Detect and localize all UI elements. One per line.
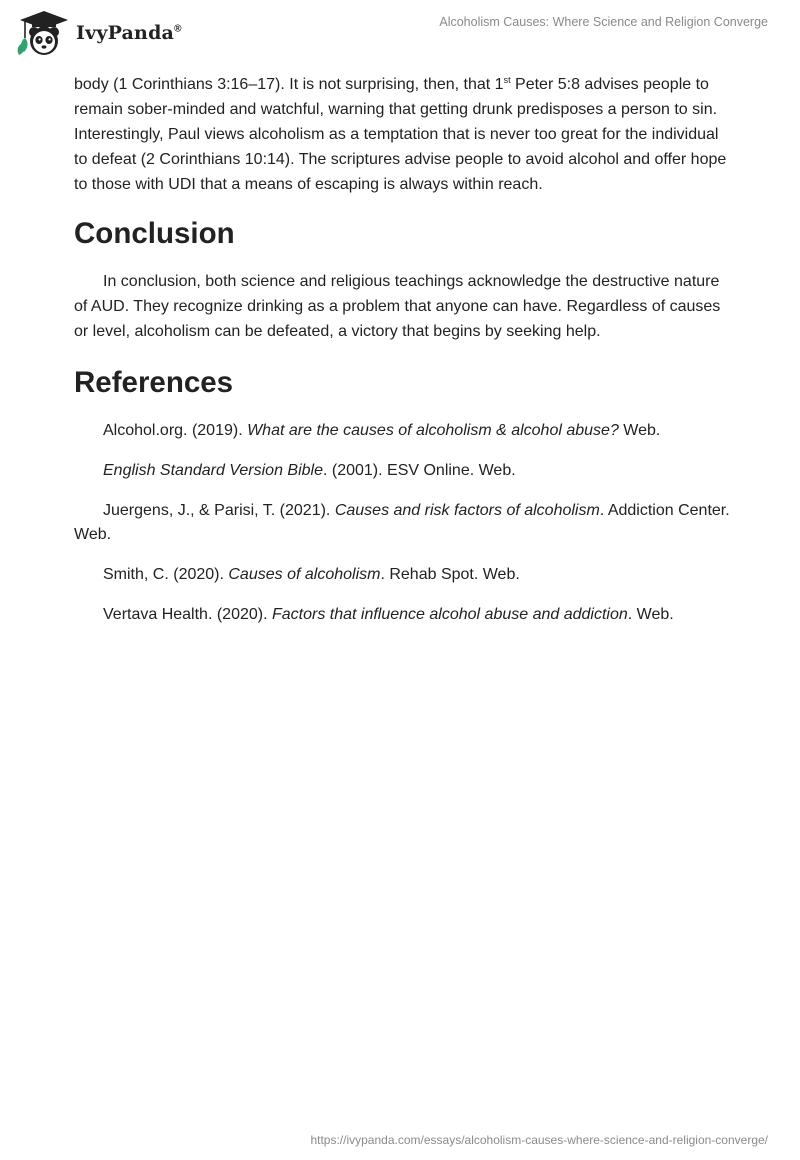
references-heading: References	[74, 366, 234, 399]
essay-body	[74, 72, 734, 643]
reference-item: Alcohol.org. (2019). What are the causes of alcoholism & alcohol abuse? Web.	[103, 422, 661, 439]
reference-item: English Standard Version Bible. (2001). ESV Online. Web.	[103, 462, 516, 479]
reference-list	[74, 419, 734, 627]
document-title: Alcoholism Causes: Where Science and Religion Converge	[439, 15, 768, 29]
intro-paragraph: body (1 Corinthians 3:16–17). It is not surprising, then, that 1st Peter 5:8 advises people to remain sober-minded and watchful, warning that getting drunk predisposes a person to sin. Interestingly, Paul views alcoholism as a temptation that is never too great for the individual to defeat (2 Corinthians 10:14). The scriptures advise people to avoid alcohol and offer hope to those with UDI that a means of escaping is always within reach.	[74, 75, 727, 193]
ivypanda-logo[interactable]	[14, 8, 182, 58]
logo-wordmark: IvyPanda®	[76, 22, 182, 44]
reference-item: Vertava Health. (2020). Factors that influence alcohol abuse and addiction. Web.	[103, 606, 674, 623]
source-url-link[interactable]: https://ivypanda.com/essays/alcoholism-causes-where-science-and-religion-converge/	[310, 1133, 768, 1147]
reference-item: Smith, C. (2020). Causes of alcoholism. Rehab Spot. Web.	[103, 566, 520, 583]
page-header	[0, 0, 800, 64]
panda-graduate-icon	[14, 8, 70, 58]
reference-item: Juergens, J., & Parisi, T. (2021). Causes and risk factors of alcoholism. Addiction Center. Web.	[74, 502, 730, 543]
conclusion-paragraph: In conclusion, both science and religious teachings acknowledge the destructive nature of AUD. They recognize drinking as a problem that anyone can have. Regardless of causes or level, alcoholism can be defeated, a victory that begins by seeking help.	[74, 273, 721, 340]
conclusion-heading: Conclusion	[74, 217, 235, 250]
